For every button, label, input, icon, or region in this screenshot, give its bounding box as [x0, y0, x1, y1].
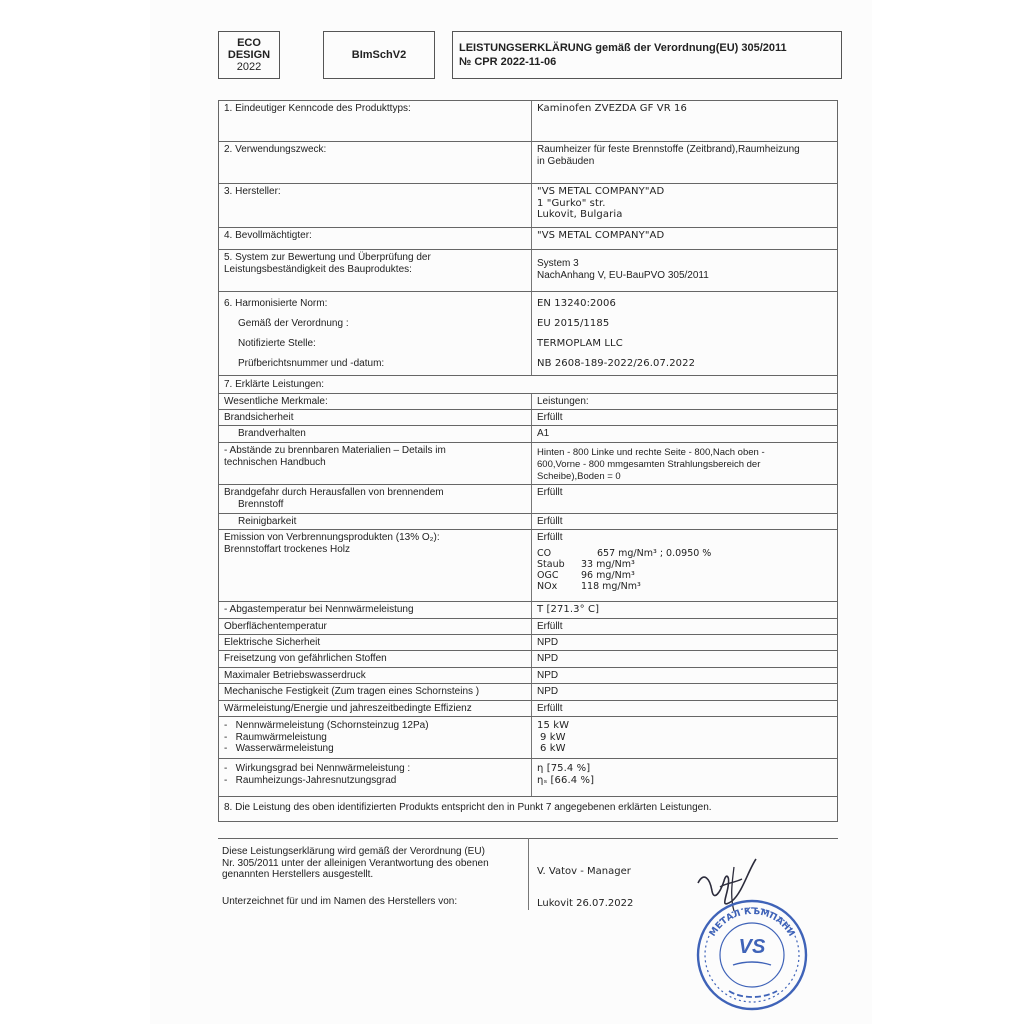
row-label: Freisetzung von gefährlichen Stoffen [224, 653, 387, 664]
eco-design-badge [218, 31, 280, 79]
row-label: - Wirkungsgrad bei Nennwärmeleistung : [224, 763, 411, 774]
table-row [218, 249, 838, 291]
row-label: 1. Eindeutiger Kenncode des Produkttyps: [224, 103, 411, 114]
row-label: 4. Bevollmächtigter: [224, 230, 312, 241]
table-row [218, 227, 838, 249]
row-label: Emission von Verbrennungsprodukten (13% O₂): [224, 532, 440, 543]
room-power-label: Raumwärmeleistung [235, 731, 327, 743]
row-value: NPD [537, 686, 559, 697]
table-row [218, 513, 838, 529]
row-label: Prüfberichtsnummer und -datum: [238, 358, 385, 369]
document-number: № CPR 2022-11-06 [459, 56, 557, 68]
row-label: - Wasserwärmeleistung [224, 743, 334, 754]
row-label: Brandgefahr durch Herausfallen von brennendem [224, 487, 444, 498]
row-value: Scheibe),Boden = 0 [537, 471, 621, 482]
row-label: - Abgastemperatur bei Nennwärmeleistung [224, 604, 414, 615]
table-row [218, 601, 838, 618]
table-row [218, 618, 838, 634]
row-value: ηₛ [66.4 %] [537, 774, 595, 786]
row-value: EN 13240:2006 [537, 298, 616, 309]
footer-statement [222, 846, 489, 881]
section-heading: 7. Erklärte Leistungen: [224, 379, 325, 390]
row-value: Hinten - 800 Linke und rechte Seite - 800,Nach oben - [537, 447, 765, 458]
row-label: - Nennwärmeleistung (Schornsteinzug 12Pa) [224, 720, 429, 731]
row-value: TERMOPLAM LLC [537, 338, 623, 349]
row-value: Erfüllt [537, 703, 563, 714]
row-value: Lukovit, Bulgaria [537, 209, 623, 220]
efficiency-label: Wirkungsgrad bei Nennwärmeleistung : [235, 763, 411, 774]
row-value: 1 "Gurko" str. [537, 197, 606, 209]
table-row [218, 634, 838, 650]
table-row [218, 650, 838, 667]
footer-text-line: genannten Herstellers ausgestellt. [222, 869, 374, 880]
row-label: Wärmeleistung/Energie und jahreszeitbedingte Effizienz [224, 703, 472, 714]
row-value: η [75.4 %] [537, 763, 591, 774]
row-value: NB 2608-189-2022/26.07.2022 [537, 358, 696, 369]
table-row [218, 716, 838, 758]
row-label: Leistungsbeständigkeit des Bauproduktes: [224, 263, 412, 275]
table-row [218, 442, 838, 484]
eco-line2: DESIGN [227, 49, 271, 61]
emission-key: NOx [537, 580, 558, 592]
row-label: - Abstände zu brennbaren Materialien – Details im [224, 445, 446, 456]
eco-year: 2022 [236, 61, 262, 73]
footer-text-line: Nr. 305/2011 unter der alleinigen Verantwortung des obenen [222, 857, 489, 869]
table-row [218, 291, 838, 375]
table-row [218, 683, 838, 700]
place-date: Lukovit 26.07.2022 [537, 898, 634, 909]
row-value: Erfüllt [537, 516, 563, 527]
row-value: in Gebäuden [537, 155, 595, 167]
emission-value: 33 mg/Nm³ [581, 558, 635, 570]
row-value: 15 kW [537, 720, 570, 731]
document-title-box [452, 31, 842, 79]
manager-name: V. Vatov - Manager [537, 866, 631, 877]
emission-key: CO [537, 547, 552, 559]
table-row [218, 375, 838, 393]
row-value: EU 2015/1185 [537, 318, 610, 329]
table-row [218, 758, 838, 796]
table-row [218, 667, 838, 683]
table-row [218, 100, 838, 141]
signed-on-behalf: Unterzeichnet für und im Namen des Herstellers von: [222, 896, 458, 907]
table-row [218, 183, 838, 227]
emission-key: OGC [537, 569, 559, 581]
row-label: technischen Handbuch [224, 456, 326, 468]
row-value: 600,Vorne - 800 mmgesamten Strahlungsbereich der [537, 459, 761, 470]
row-label: Notifizierte Stelle: [238, 338, 316, 349]
table-row [218, 796, 838, 822]
footer-column-divider [528, 838, 529, 910]
stamp-text: МЕТАЛ КЪМПАНИ [707, 906, 797, 939]
row-value: 9 kW [540, 731, 566, 743]
row-value: Raumheizer für feste Brennstoffe (Zeitbrand),Raumheizung [537, 144, 800, 155]
row-value: "VS METAL COMPANY"AD [537, 230, 665, 241]
row-value: Erfüllt [537, 532, 563, 543]
footer-text-line: Diese Leistungserklärung wird gemäß der Verordnung (EU) [222, 846, 485, 857]
row-label: Oberflächentemperatur [224, 621, 327, 632]
water-power-label: Wasserwärmeleistung [235, 743, 334, 754]
row-label: Mechanische Festigkeit (Zum tragen eines Schornsteins ) [224, 686, 480, 697]
blmschv-badge [323, 31, 435, 79]
table-row [218, 529, 838, 601]
emission-value: 96 mg/Nm³ [581, 569, 635, 581]
row-label: Gemäß der Verordnung : [238, 318, 349, 329]
row-label: Brandsicherheit [224, 412, 294, 423]
blm-label: BImSchV2 [351, 49, 407, 61]
row-value: Leistungen: [537, 396, 589, 407]
row-label: Brennstoff [238, 498, 284, 510]
table-row [218, 425, 838, 442]
row-value: NPD [537, 670, 559, 681]
row-label: 3. Hersteller: [224, 186, 281, 197]
row-value: Erfüllt [537, 412, 563, 423]
emission-value: 118 mg/Nm³ [581, 580, 641, 592]
row-value: NachAnhang V, EU-BauPVO 305/2011 [537, 269, 709, 281]
row-value: NPD [537, 653, 559, 664]
stamp-logo: VS [738, 936, 766, 958]
emission-key: Staub [537, 558, 565, 570]
row-value: 6 kW [540, 743, 566, 754]
row-label: 6. Harmonisierte Norm: [224, 298, 328, 309]
row-label: Brandverhalten [238, 428, 306, 439]
nominal-power-label: Nennwärmeleistung (Schornsteinzug 12Pa) [235, 720, 429, 731]
company-stamp [693, 895, 811, 1013]
row-value: Erfüllt [537, 487, 563, 498]
emission-values [537, 548, 832, 592]
row-value: A1 [537, 428, 550, 439]
table-row [218, 393, 838, 409]
row-label: Wesentliche Merkmale: [224, 396, 328, 407]
row-value: System 3 [537, 258, 579, 269]
row-value: T [271.3° C] [537, 604, 600, 615]
eco-line1: ECO [237, 37, 261, 49]
table-row [218, 484, 838, 513]
table-row [218, 700, 838, 716]
row-value: "VS METAL COMPANY"AD [537, 186, 665, 197]
row-label: 2. Verwendungszweck: [224, 144, 327, 155]
conformity-statement: 8. Die Leistung des oben identifizierten Produkts entspricht den in Punkt 7 angegebenen erklärten Leistungen. [224, 802, 712, 813]
row-value: Erfüllt [537, 621, 563, 632]
document-title: LEISTUNGSERKLÄRUNG gemäß der Verordnung(EU) 305/2011 [459, 42, 787, 54]
row-value: Kaminofen ZVEZDA GF VR 16 [537, 103, 687, 114]
row-label: Maximaler Betriebswasserdruck [224, 670, 366, 681]
row-label: 5. System zur Bewertung und Überprüfung der [224, 252, 431, 263]
row-label: - Raumwärmeleistung [224, 731, 327, 743]
table-row [218, 141, 838, 183]
row-value: NPD [537, 637, 559, 648]
table-row [218, 409, 838, 425]
emission-value: 657 mg/Nm³ ; 0.0950 % [597, 547, 712, 559]
seasonal-efficiency-label: Raumheizungs-Jahresnutzungsgrad [235, 774, 397, 786]
row-label: - Raumheizungs-Jahresnutzungsgrad [224, 774, 397, 786]
row-label: Brennstoffart trockenes Holz [224, 543, 350, 555]
row-label: Elektrische Sicherheit [224, 637, 321, 648]
row-label: Reinigbarkeit [238, 516, 297, 527]
